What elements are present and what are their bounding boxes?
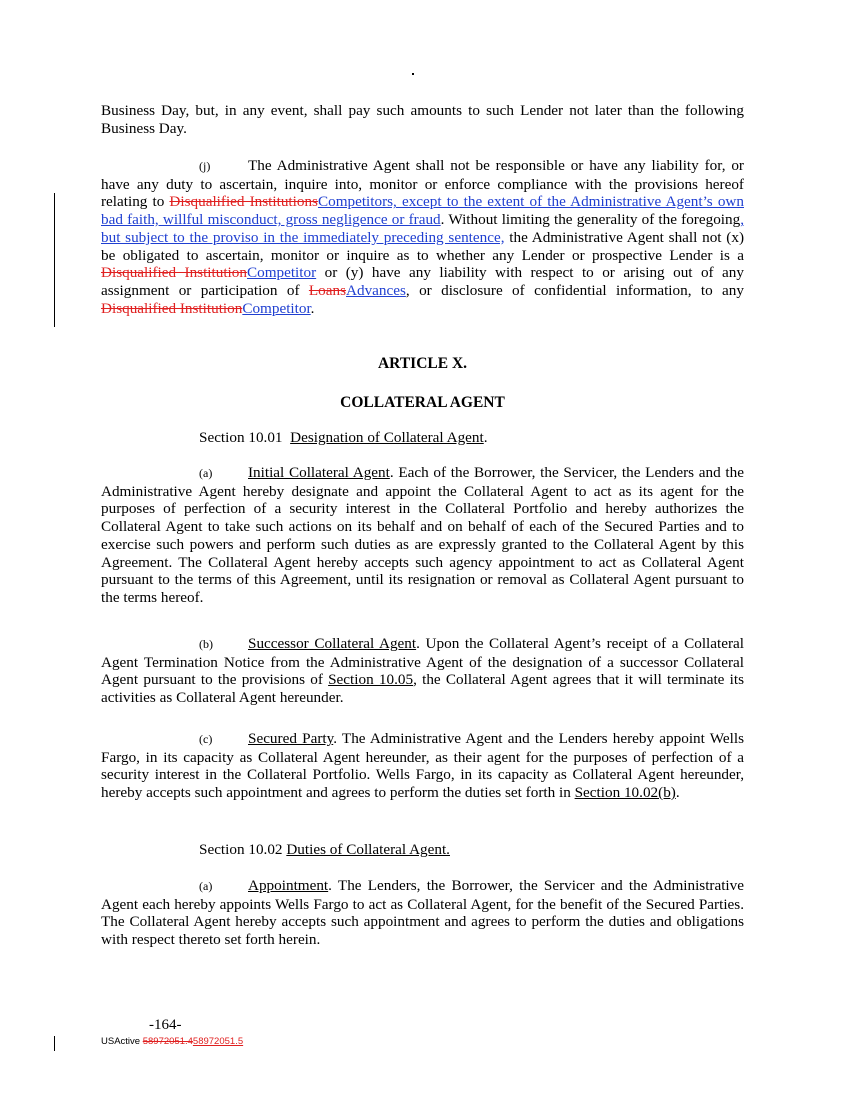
inserted-text: Competitors, except to the extent of the Administrative Agent’s own bad faith, willful misconduct, gross negligence or fraud [101,193,744,229]
deleted-doc-id: 58972051.4 [142,1036,193,1047]
paragraph-label: (a) [199,879,213,893]
section-title: Duties of Collateral Agent. [286,841,450,858]
deleted-text: Disqualified Institution [101,264,247,282]
inserted-text: Advances [346,281,406,299]
inserted-text: Competitor [242,299,311,317]
deleted-text: Disqualified Institution [101,299,243,317]
inserted-doc-id: 58972051.5 [192,1036,244,1047]
continuation-paragraph: Business Day, but, in any event, shall pay such amounts to such Lender not later than the following Business Day. [101,102,744,137]
deleted-text: Loans [308,281,347,299]
paragraph-title: Successor Collateral Agent [248,635,417,652]
paragraph-label: (c) [199,732,213,746]
paragraph-label: (a) [199,466,213,480]
revision-change-bar [54,193,55,327]
paragraph-b-successor-collateral-agent: (b) Successor Collateral Agent. Upon the Collateral Agent’s receipt of a Collateral Agent Termination Notice from the Administrative Agent of the designation of a successor Collateral Agent pursuant to the provisions of Section 10.05, the Collateral Agent agrees that it will terminate its activities as Collateral Agent hereunder. [101,635,744,707]
stray-mark [412,73,414,75]
paragraph-label: (j) [199,159,211,173]
paragraph-a-appointment: (a) Appointment. The Lenders, the Borrower, the Servicer and the Administrative Agent each hereby appoints Wells Fargo to act as Collateral Agent, for the benefit of the Secured Parties. The Collateral Agent hereby accepts such appointment and agrees to perform the duties and obligations with respect thereto set forth herein. [101,877,744,949]
paragraph-c-secured-party: (c) Secured Party. The Administrative Agent and the Lenders hereby appoint Wells Fargo, in its capacity as Collateral Agent hereunder, as their agent for the purposes of perfection of a security interest in the Collateral Portfolio. Wells Fargo, in its capacity as Collateral Agent hereunder, hereby accepts such appointment and agrees to perform the duties set forth in Section 10.02(b). [101,730,744,802]
inserted-text: Competitor [246,264,317,282]
document-footer: USActive 58972051.458972051.5 [101,1036,244,1047]
inserted-text: , but subject to the proviso in the immediately preceding sentence, [101,211,744,246]
paragraph-title: Appointment [248,877,329,894]
paragraph-title: Secured Party [248,730,334,747]
section-reference: Section 10.05 [328,671,414,689]
paragraph-a-initial-collateral-agent: (a) Initial Collateral Agent. Each of the Borrower, the Servicer, the Lenders and the Administrative Agent hereby designate and appoint the Collateral Agent to act as its agent for the purposes of perfection of a security interest in the Collateral Portfolio and hereby authorizes the Collateral Agent to take such actions on its behalf and on behalf of each of the Secured Parties and to exercise such powers and perform such duties as are expressly granted to the Collateral Agent by this Agreement. The Collateral Agent hereby accepts such agency appointment to act as Collateral Agent pursuant to the terms of this Agreement, until its resignation or removal as Collateral Agent pursuant to the terms hereof. [101,464,744,606]
section-10-01-heading: Section 10.01 Designation of Collateral Agent. [199,429,488,446]
paragraph-j: (j) The Administrative Agent shall not be responsible or have any liability for, or have any duty to ascertain, inquire into, monitor or enforce compliance with the provisions hereof relating to Disqualified InstitutionsCompetitors, except to the extent of the Administrative Agent’s own bad faith, willful misconduct, gross negligence or fraud. Without limiting the generality of the foregoing, but subject to the proviso in the immediately preceding sentence, the Administrative Agent shall not (x) be obligated to ascertain, monitor or inquire as to whether any Lender or prospective Lender is a Disqualified InstitutionCompetitor or (y) have any liability with respect to or arising out of any assignment or participation of LoansAdvances, or disclosure of confidential information, to any Disqualified InstitutionCompetitor. [101,157,745,317]
article-title: COLLATERAL AGENT [340,394,505,411]
section-10-02-heading: Section 10.02 Duties of Collateral Agent. [199,841,450,858]
deleted-text: Disqualified Institutions [169,193,318,211]
section-title: Designation of Collateral Agent [290,429,484,446]
article-heading: ARTICLE X. [377,355,468,372]
footer-change-bar [54,1036,55,1051]
page-number: -164- [149,1017,182,1033]
section-reference: Section 10.02(b) [574,784,676,802]
paragraph-label: (b) [199,637,213,651]
paragraph-title: Initial Collateral Agent [248,464,390,481]
